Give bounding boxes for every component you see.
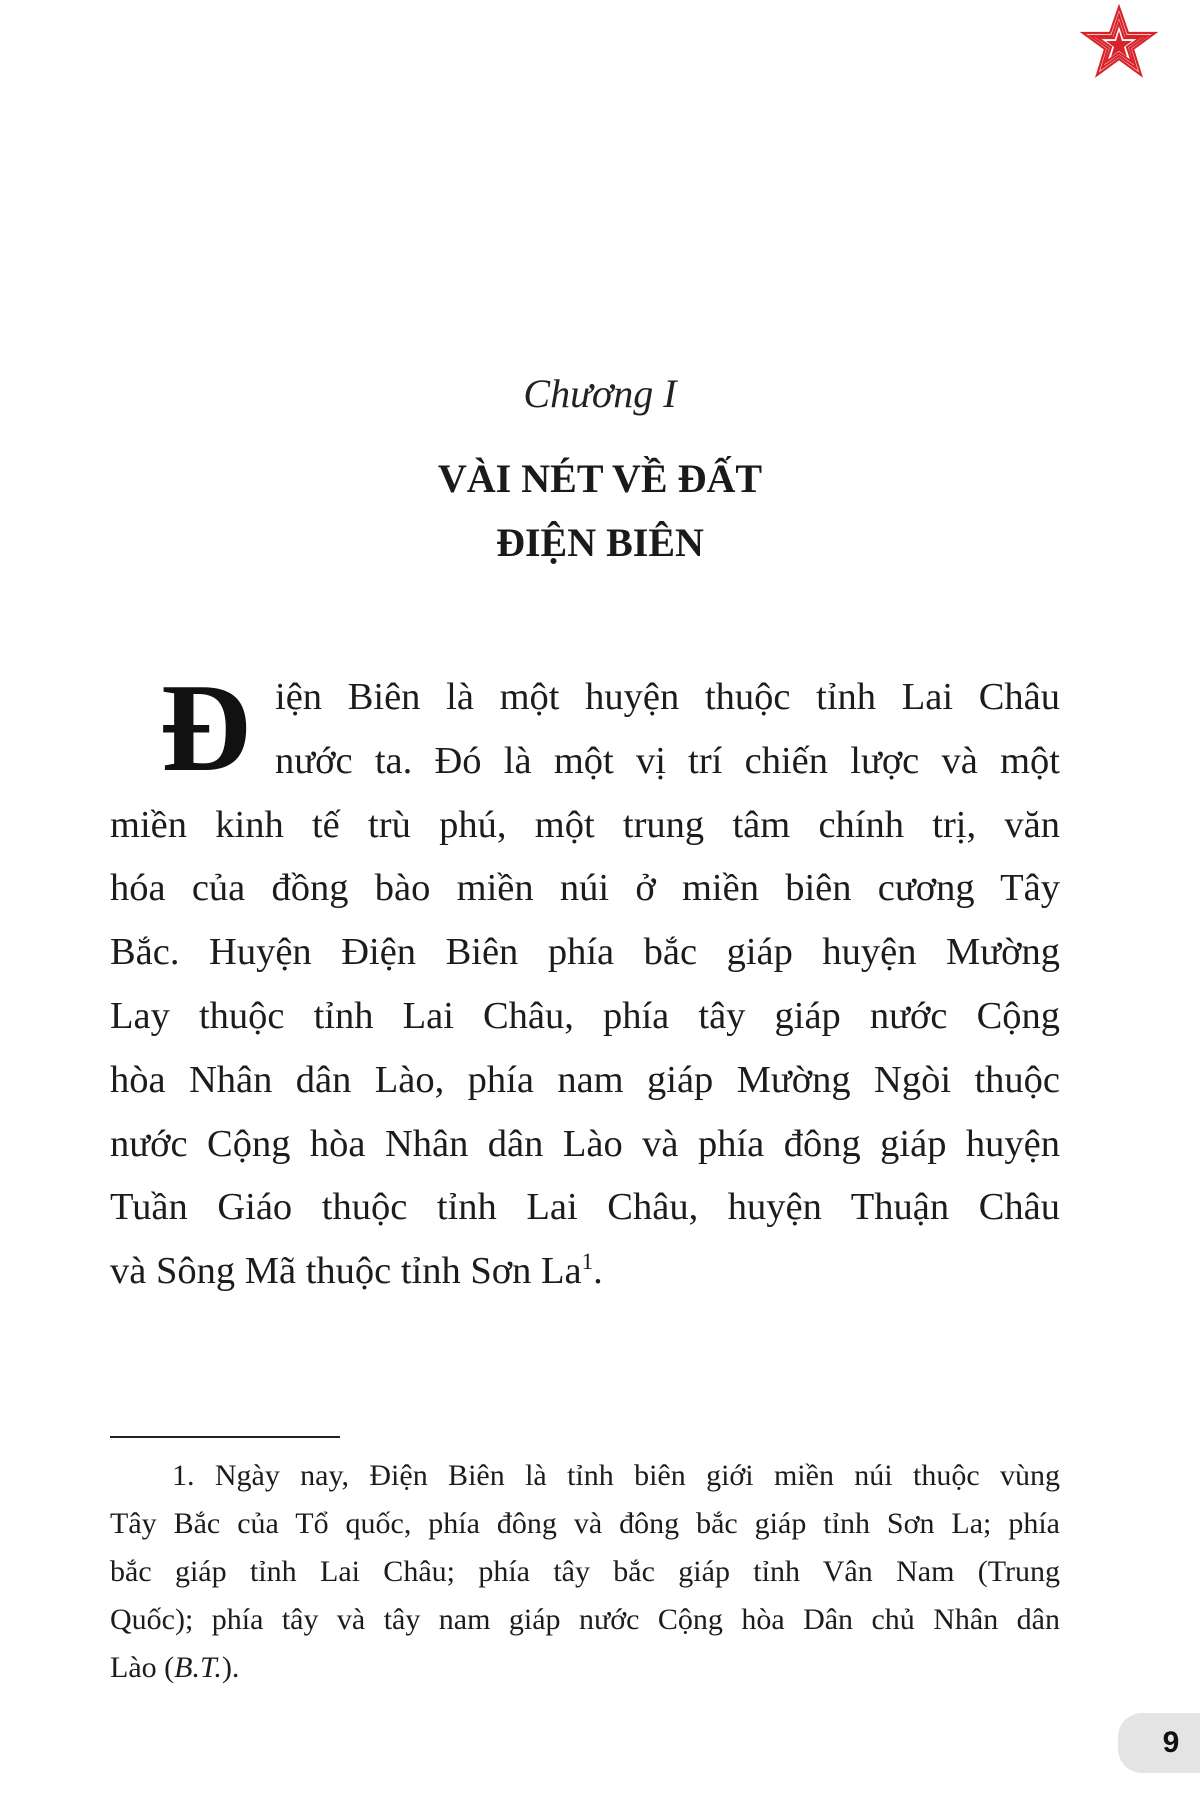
body-line: nước Cộng hòa Nhân dân Lào và phía đông giáp huyện bbox=[110, 1122, 1060, 1165]
footnote-line: Quốc); phía tây và tây nam giáp nước Cộng hòa Dân chủ Nhân dân bbox=[110, 1603, 1060, 1636]
footnote-line: 1. Ngày nay, Điện Biên là tỉnh biên giới miền núi thuộc vùng bbox=[172, 1459, 1060, 1492]
footnote-divider bbox=[110, 1436, 340, 1438]
body-line: Lay thuộc tỉnh Lai Châu, phía tây giáp nước Cộng bbox=[110, 994, 1060, 1037]
body-line-last bbox=[110, 1240, 1060, 1304]
body-line: hòa Nhân dân Lào, phía nam giáp Mường Ngòi thuộc bbox=[110, 1058, 1060, 1101]
body-paragraph bbox=[110, 659, 1060, 1304]
drop-cap: Đ bbox=[160, 659, 251, 798]
body-line: Tuần Giáo thuộc tỉnh Lai Châu, huyện Thuận Châu bbox=[110, 1186, 1060, 1229]
footnote-last-prefix: Lào ( bbox=[110, 1651, 175, 1684]
page-number-tab bbox=[1118, 1713, 1200, 1773]
page-number: 9 bbox=[1162, 1726, 1180, 1759]
chapter-title bbox=[0, 447, 1200, 575]
body-line: Bắc. Huyện Điện Biên phía bắc giáp huyện Mường bbox=[110, 931, 1060, 974]
footnote bbox=[110, 1452, 1060, 1692]
footnote-last-suffix: ). bbox=[221, 1651, 240, 1684]
footnote-line: bắc giáp tỉnh Lai Châu; phía tây bắc giáp tỉnh Vân Nam (Trung bbox=[110, 1555, 1060, 1588]
footnote-reference[interactable]: 1 bbox=[581, 1248, 594, 1275]
footnote-attribution: B.T. bbox=[174, 1651, 222, 1684]
chapter-title-line-1: VÀI NÉT VỀ ĐẤT bbox=[437, 456, 763, 501]
end-punctuation: . bbox=[593, 1250, 603, 1293]
footnote-line: Tây Bắc của Tổ quốc, phía đông và đông bắc giáp tỉnh Sơn La; phía bbox=[110, 1507, 1060, 1540]
chapter-label: Chương I bbox=[523, 371, 677, 416]
body-line: nước ta. Đó là một vị trí chiến lược và một bbox=[275, 739, 1060, 782]
footnote-line-last bbox=[110, 1644, 1060, 1692]
publisher-star-logo-icon bbox=[1078, 4, 1160, 86]
body-line: hóa của đồng bào miền núi ở miền biên cương Tây bbox=[110, 867, 1060, 910]
chapter-title-line-2: ĐIỆN BIÊN bbox=[496, 520, 704, 565]
body-line-text: và Sông Mã thuộc tỉnh Sơn La bbox=[110, 1250, 582, 1293]
body-line: iện Biên là một huyện thuộc tỉnh Lai Châu bbox=[275, 676, 1060, 718]
body-line: miền kinh tế trù phú, một trung tâm chính trị, văn bbox=[110, 803, 1060, 846]
